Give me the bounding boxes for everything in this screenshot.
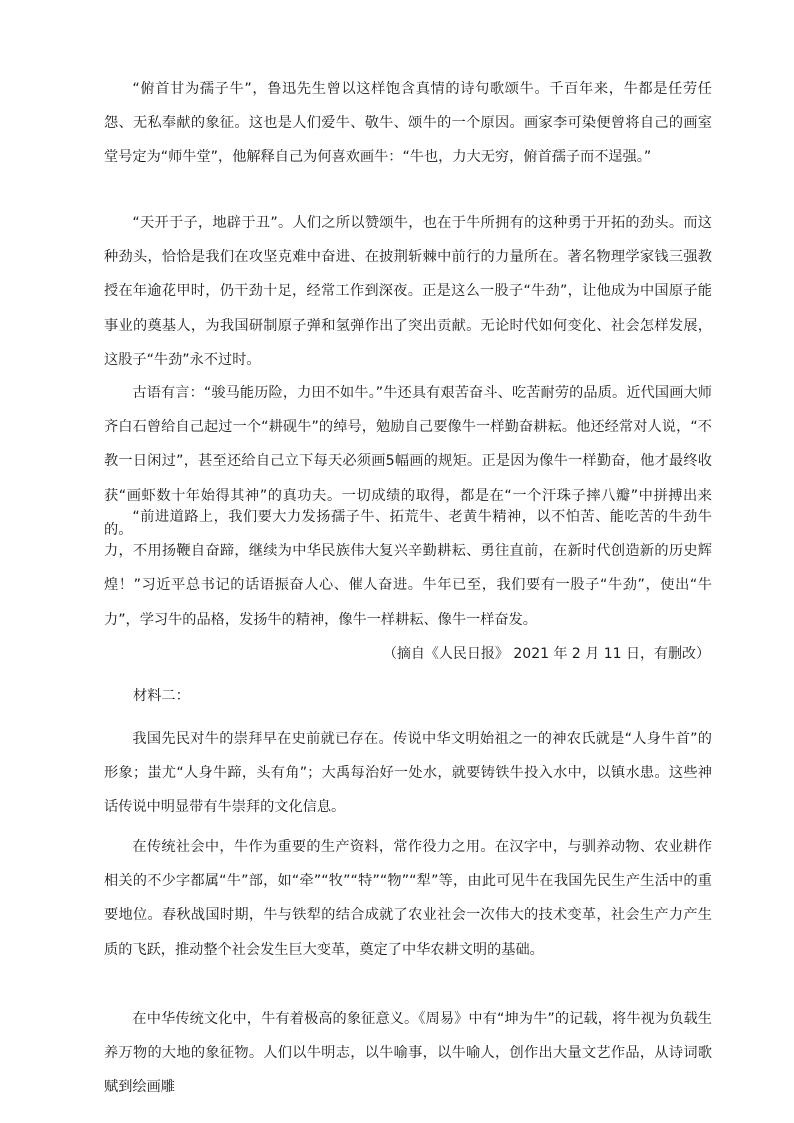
section-label-material-two: 材料二：	[133, 688, 190, 704]
paragraph-4: “前进道路上，我们要大力发扬孺子牛、拓荒牛、老黄牛精神，以不怕苦、能吃苦的牛劲牛力，不用扬鞭自奋蹄，继续为中华民族伟大复兴辛勤耕耘、勇往直前，在新时代创造新的历史辉煌！”习近平总书记的话语振奋人心、催人奋进。牛年已至，我们要有一股子“牛劲”，使出“牛力”，学习牛的品格，发扬牛的精神，像牛一样耕耘、像牛一样奋发。	[104, 509, 712, 628]
paragraph-2: “天开于子，地辟于丑”。人们之所以赞颂牛，也在于牛所拥有的这种勇于开拓的劲头。而这种劲头，恰恰是我们在攻坚克难中奋进、在披荆斩棘中前行的力量所在。著名物理学家钱三强教授在年逾花甲时，仍干劲十足，经常工作到深夜。正是这么一股子“牛劲”，让他成为中国原子能事业的奠基人，为我国研制原子弹和氢弹作出了突出贡献。无论时代如何变化、社会怎样发展，这股子“牛劲”永不过时。	[104, 215, 712, 368]
source-citation: （摘自《人民日报》 2021 年 2 月 11 日，有删改）	[382, 646, 710, 662]
paragraph-6: 在传统社会中，牛作为重要的生产资料，常作役力之用。在汉字中，与驯养动物、农业耕作相关的不少字都属“牛”部，如“牵”“牧”“特”“物”“犁”等，由此可见牛在我国先民生产生活中的重要地位。春秋战国时期，牛与铁犁的结合成就了农业社会一次伟大的技术变革，社会生产力产生质的飞跃，推动整个社会发生巨大变革，奠定了中华农耕文明的基础。	[104, 839, 712, 958]
paragraph-1: “俯首甘为孺子牛”，鲁迅先生曾以这样饱含真情的诗句歌颂牛。千百年来，牛都是任劳任怨、无私奉献的象征。这也是人们爱牛、敬牛、颂牛的一个原因。画家李可染便曾将自己的画室堂号定为“师牛堂”，他解释自己为何喜欢画牛：“牛也，力大无穷，俯首孺子而不逞强。”	[104, 81, 712, 166]
paragraph-7: 在中华传统文化中，牛有着极高的象征意义。《周易》中有“坤为牛”的记载，将牛视为负载生养万物的大地的象征物。人们以牛明志，以牛喻事，以牛喻人，创作出大量文艺作品，从诗词歌赋到绘画雕	[104, 1011, 712, 1096]
paragraph-5: 我国先民对牛的崇拜早在史前就已存在。传说中华文明始祖之一的神农氏就是“人身牛首”的形象；蚩尤“人身牛蹄，头有角”；大禹每治好一处水，就要铸铁牛投入水中，以镇水患。这些神话传说中明显带有牛崇拜的文化信息。	[104, 731, 712, 816]
paragraph-3: 古语有言：“骏马能历险，力田不如牛。”牛还具有艰苦奋斗、吃苦耐劳的品质。近代国画大师齐白石曾给自己起过一个“耕砚牛”的绰号，勉励自己要像牛一样勤奋耕耘。他还经常对人说，“不教一日闲过”，甚至还给自己立下每天必须画5幅画的规矩。正是因为像牛一样勤奋，他才最终收获“画虾数十年始得其神”的真功夫。一切成绩的取得，都是在“一个汗珠子摔八瓣”中拼搏出来的。	[104, 385, 712, 538]
